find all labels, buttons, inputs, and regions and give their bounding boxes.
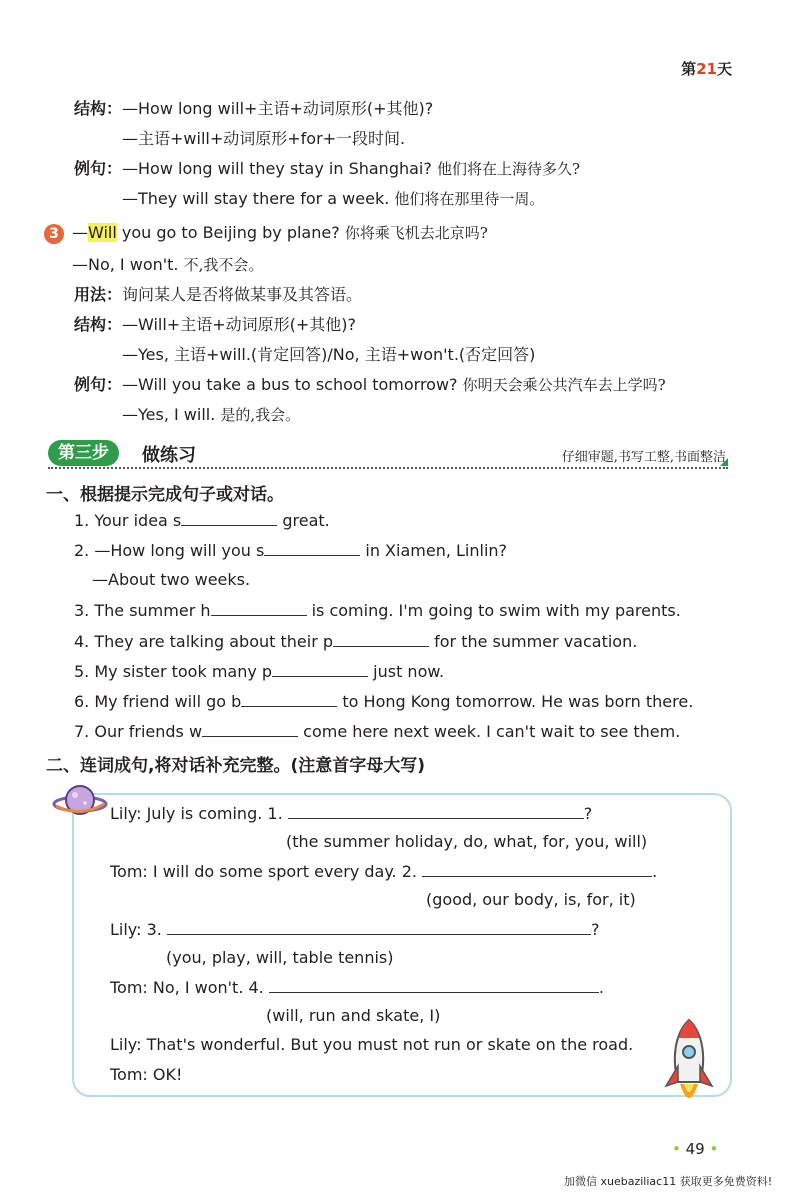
exercise-item: 2. —How long will you s in Xiamen, Linlin? <box>74 541 508 560</box>
section2-title: 二、连词成句,将对话补充完整。(注意首字母大写) <box>46 756 425 776</box>
answer-blank[interactable] <box>422 860 652 877</box>
example-a-2: —They will stay there for a week. 他们将在那里待一周。 <box>122 189 545 208</box>
exercise-item: 3. The summer h is coming. I'm going to swim with my parents. <box>74 601 681 620</box>
point-number-badge: 3 <box>44 224 64 244</box>
example-q-2: —How long will they stay in Shanghai? 他们将在上海待多久? <box>122 159 580 178</box>
struct-q-3: —Will+主语+动词原形(+其他)? <box>122 315 357 334</box>
hint-4: (will, run and skate, I) <box>266 1006 441 1025</box>
step-title: 做练习 <box>142 445 196 466</box>
answer-blank[interactable] <box>167 918 591 935</box>
dialog-line-3: Lily: 3. ? <box>110 920 600 939</box>
point3-answer: —No, I won't. 不,我不会。 <box>72 255 264 274</box>
struct-q-2: —How long will+主语+动词原形(+其他)? <box>122 99 434 118</box>
section1-title: 一、根据提示完成句子或对话。 <box>46 485 284 505</box>
step-divider <box>48 467 728 469</box>
exercise-item: 5. My sister took many p just now. <box>74 662 445 681</box>
answer-blank[interactable] <box>181 509 277 526</box>
rocket-icon <box>660 1016 718 1108</box>
exercise-item: 6. My friend will go b to Hong Kong tomorrow. He was born there. <box>74 692 694 711</box>
planet-icon <box>52 780 108 824</box>
exercise-item: 1. Your idea s great. <box>74 511 330 530</box>
point3-question: —Will you go to Beijing by plane? 你将乘飞机去北京吗? <box>72 223 488 242</box>
usage-label: 用法： <box>74 285 123 304</box>
exercise-item: —About two weeks. <box>92 570 251 589</box>
hint-1: (the summer holiday, do, what, for, you, will) <box>286 832 648 851</box>
answer-blank[interactable] <box>202 720 298 737</box>
struct-label-3: 结构： <box>74 315 123 334</box>
struct-a-3: —Yes, 主语+will.(肯定回答)/No, 主语+won't.(否定回答) <box>122 345 536 364</box>
step-badge: 第三步 <box>48 440 119 466</box>
highlight-will: Will <box>88 223 117 242</box>
dialog-line-2: Tom: I will do some sport every day. 2. . <box>110 862 658 881</box>
example-label-2: 例句： <box>74 159 123 178</box>
answer-blank[interactable] <box>288 802 584 819</box>
struct-a-2: —主语+will+动词原形+for+一段时间. <box>122 129 406 148</box>
answer-blank[interactable] <box>264 539 360 556</box>
dialog-line-5: Lily: That's wonderful. But you must not run or skate on the road. <box>110 1035 634 1054</box>
answer-blank[interactable] <box>241 690 337 707</box>
answer-blank[interactable] <box>269 976 599 993</box>
hint-3: (you, play, will, table tennis) <box>166 948 394 967</box>
day-label: 第21天 <box>681 60 732 78</box>
answer-blank[interactable] <box>211 599 307 616</box>
answer-blank[interactable] <box>272 660 368 677</box>
hint-2: (good, our body, is, for, it) <box>426 890 636 909</box>
answer-blank[interactable] <box>333 630 429 647</box>
usage-text: 询问某人是否将做某事及其答语。 <box>122 285 363 304</box>
corner-triangle-icon <box>720 458 728 466</box>
step-note: 仔细审题,书写工整,书面整洁 <box>561 450 726 465</box>
dialog-line-6: Tom: OK! <box>110 1065 183 1084</box>
example-a-3: —Yes, I will. 是的,我会。 <box>122 405 301 424</box>
page-number: • 49 • <box>672 1140 719 1158</box>
dialog-line-1: Lily: July is coming. 1. ? <box>110 804 593 823</box>
watermark-text: 加微信 xuebaziliac11 获取更多免费资料! <box>564 1175 773 1188</box>
struct-label-2: 结构： <box>74 99 123 118</box>
exercise-item: 4. They are talking about their p for the summer vacation. <box>74 632 638 651</box>
example-q-3: —Will you take a bus to school tomorrow? 你明天会乘公共汽车去上学吗? <box>122 375 666 394</box>
exercise-item: 7. Our friends w come here next week. I can't wait to see them. <box>74 722 681 741</box>
example-label-3: 例句： <box>74 375 123 394</box>
dialog-line-4: Tom: No, I won't. 4. . <box>110 978 604 997</box>
